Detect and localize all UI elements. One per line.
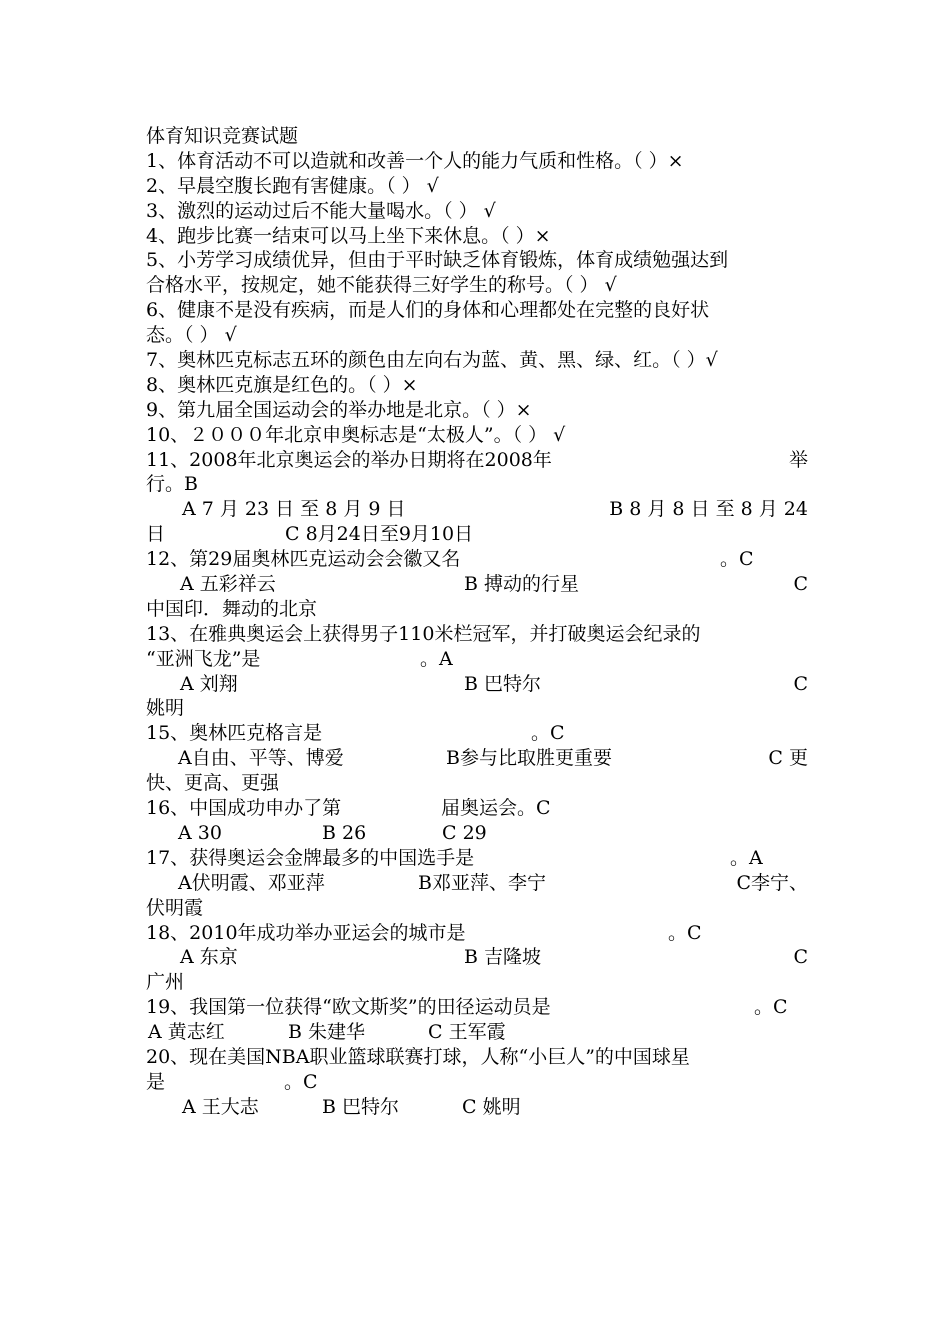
question-18-stem <box>146 921 808 946</box>
option-c: C 王军霞 <box>428 1021 506 1044</box>
question-17-answer: 。A <box>730 846 763 869</box>
question-12-stem <box>146 547 808 572</box>
doc-title: 体育知识竞赛试题 <box>146 125 299 147</box>
question-20-stem: 20、现在美国NBA职业篮球联赛打球，人称“小巨人”的中国球星 <box>146 1045 690 1068</box>
question-13-stem-text: “亚洲飞龙”是 <box>146 647 261 670</box>
question-9: 9、第九届全国运动会的举办地是北京。（ ）× <box>146 398 532 421</box>
question-15-options <box>146 746 808 771</box>
question-8: 8、奥林匹克旗是红色的。（ ）× <box>146 373 418 396</box>
option-a: A 7 月 23 日 至 8 月 9 日 <box>182 498 406 521</box>
question-15-stem-text: 15、奥林匹克格言是 <box>146 722 323 745</box>
question-16-stem-end: 届奥运会。C <box>441 797 551 820</box>
question-11-stem <box>146 448 808 473</box>
question-17-option-c-cont: 伏明霞 <box>146 896 204 919</box>
question-19-stem <box>146 995 808 1020</box>
question-13-stem: 13、在雅典奥运会上获得男子110米栏冠军，并打破奥运会纪录的 <box>146 622 701 645</box>
option-b-continuation: 日 <box>146 523 166 546</box>
question-15-stem <box>146 721 808 746</box>
option-b: B 巴特尔 <box>464 672 542 695</box>
option-c: C李宁、 <box>736 871 808 894</box>
question-16-options <box>146 821 808 846</box>
question-18-answer: 。C <box>668 921 702 944</box>
option-c: C <box>793 573 808 596</box>
question-18-stem-text: 18、2010年成功举办亚运会的城市是 <box>146 921 466 944</box>
question-17-stem-text: 17、获得奥运会金牌最多的中国选手是 <box>146 846 475 869</box>
question-13-answer: 。A <box>420 647 453 670</box>
question-6-line-1: 6、健康不是没有疾病，而是人们的身体和心理都处在完整的良好状 <box>146 299 710 322</box>
option-c: C 8月24日至9月10日 <box>285 523 474 546</box>
option-a: A 东京 <box>180 946 238 969</box>
quiz-body <box>146 124 808 1120</box>
option-c: C <box>793 672 808 695</box>
question-19-answer: 。C <box>754 996 788 1019</box>
question-3: 3、激烈的运动过后不能大量喝水。（ ） √ <box>146 199 496 222</box>
question-16-stem-text: 16、中国成功申办了第 <box>146 797 342 820</box>
question-13-options <box>146 672 808 697</box>
option-a: A伏明霞、邓亚萍 <box>178 871 325 894</box>
option-a: A 五彩祥云 <box>180 573 276 596</box>
question-19-options <box>146 1020 808 1045</box>
question-13-option-c-cont: 姚明 <box>146 697 185 720</box>
question-15-answer: 。C <box>531 722 565 745</box>
option-a: A 30 <box>178 821 222 844</box>
question-17-options <box>146 871 808 896</box>
question-12-option-c-cont: 中国印．舞动的北京 <box>146 597 318 620</box>
question-15-option-c-cont: 快、更高、更强 <box>146 772 280 795</box>
option-a: A 刘翔 <box>180 672 238 695</box>
question-20-stem-text: 是 <box>146 1070 166 1093</box>
option-c: C 姚明 <box>462 1095 521 1118</box>
question-7: 7、奥林匹克标志五环的颜色由左向右为蓝、黄、黑、绿、红。（ ）√ <box>146 349 718 372</box>
option-b: B邓亚萍、李宁 <box>418 871 546 894</box>
question-11-stem-text: 11、2008年北京奥运会的举办日期将在2008年 <box>146 448 552 471</box>
option-b: B 26 <box>322 821 367 844</box>
question-11-stem-end: 举 <box>788 448 808 471</box>
question-20-answer: 。C <box>284 1070 318 1093</box>
option-c: C <box>793 946 808 969</box>
option-c: C 更 <box>768 747 808 770</box>
question-13-stem-2 <box>146 647 808 672</box>
question-11-options-cont <box>146 522 808 547</box>
question-11-continuation: 行。B <box>146 473 198 496</box>
question-4: 4、跑步比赛一结束可以马上坐下来休息。（ ）× <box>146 224 551 247</box>
question-2: 2、早晨空腹长跑有害健康。（ ） √ <box>146 174 439 197</box>
option-b: B参与比取胜更重要 <box>446 747 612 770</box>
option-a: A 黄志红 <box>148 1021 225 1044</box>
question-6-line-2: 态。（ ） √ <box>146 324 237 347</box>
question-20-options <box>146 1095 808 1120</box>
question-19-stem-text: 19、我国第一位获得“欧文斯奖”的田径运动员是 <box>146 996 551 1019</box>
option-b: B 朱建华 <box>288 1021 366 1044</box>
question-12-options <box>146 572 808 597</box>
question-12-stem-text: 12、第29届奥林匹克运动会会徽又名 <box>146 548 461 571</box>
option-a: A自由、平等、博爱 <box>178 747 344 770</box>
question-17-stem <box>146 846 808 871</box>
option-a: A 王大志 <box>182 1095 259 1118</box>
question-5-line-2: 合格水平，按规定，她不能获得三好学生的称号。（ ） √ <box>146 274 617 297</box>
question-18-option-c-cont: 广州 <box>146 971 185 994</box>
option-b: B 吉隆坡 <box>464 946 542 969</box>
question-16-stem <box>146 796 808 821</box>
question-12-answer: 。C <box>720 548 754 571</box>
question-11-options <box>146 497 808 522</box>
question-1: 1、体育活动不可以造就和改善一个人的能力气质和性格。（ ）× <box>146 149 684 172</box>
question-20-stem-2 <box>146 1070 808 1095</box>
option-b: B 8 月 8 日 至 8 月 24 <box>609 498 808 521</box>
question-5-line-1: 5、小芳学习成绩优异，但由于平时缺乏体育锻炼，体育成绩勉强达到 <box>146 249 729 272</box>
option-c: C 29 <box>442 821 487 844</box>
question-18-options <box>146 945 808 970</box>
option-b: B 搏动的行星 <box>464 573 580 596</box>
question-10: 10、２０００年北京申奥标志是“太极人”。（ ） √ <box>146 423 566 446</box>
option-b: B 巴特尔 <box>322 1095 400 1118</box>
